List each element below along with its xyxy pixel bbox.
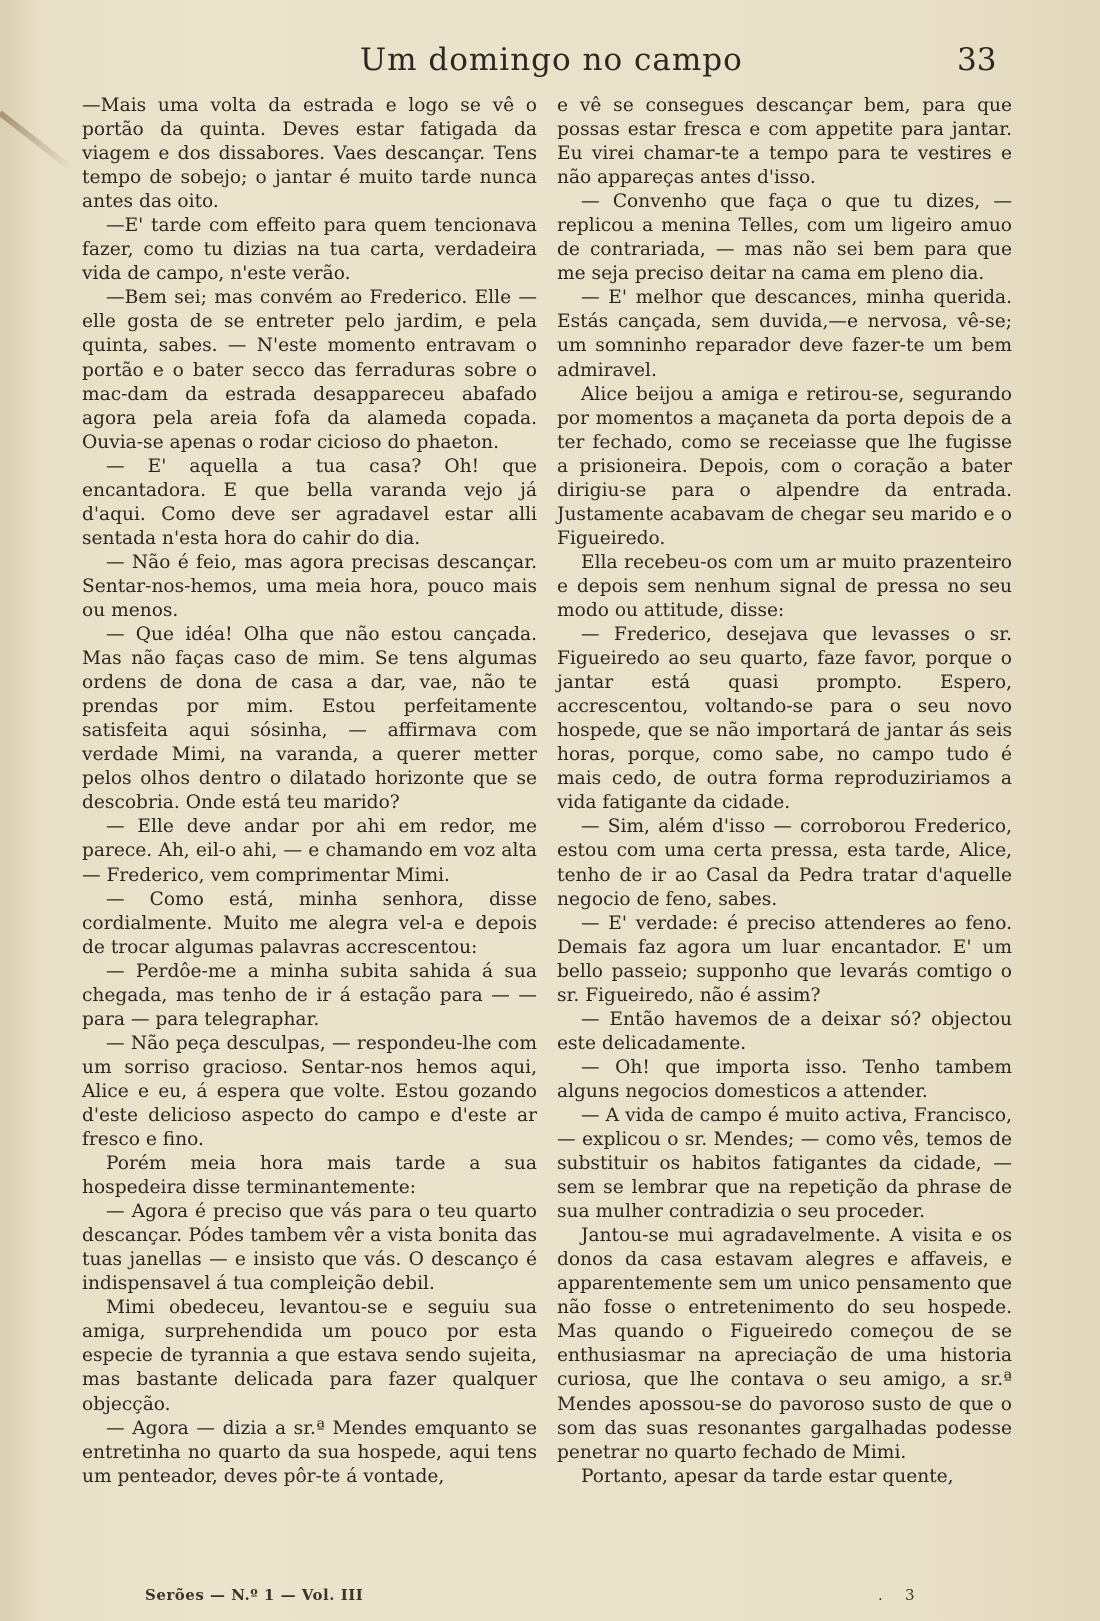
signature-mark: 3 xyxy=(905,1586,915,1604)
paragraph: —Mais uma volta da estrada e logo se vê o portão da quinta. Deves estar fatigada da viagem e dos dissabores. Vaes descançar. Tens tempo de sobejo; o jantar é muito tarde nunca antes das oito. xyxy=(82,95,537,213)
paragraph: — Oh! que importa isso. Tenho tambem alguns negocios domesticos a attender. xyxy=(557,1056,1012,1102)
paragraph: — Agora — dizia a sr.ª Mendes emquanto se entretinha no quarto da sua hospede, aqui tens um penteador, deves pôr-te á vontade, xyxy=(82,1417,537,1487)
paragraph: —E' tarde com effeito para quem tencionava fazer, como tu dizias na tua carta, verdadeira vida de campo, n'este verão. xyxy=(82,215,537,285)
paragraph: — A vida de campo é muito activa, Francisco, — explicou o sr. Mendes; — como vês, temos de substituir os habitos fatigantes da cidade, — sem se lembrar que na repetição da phrase de sua mulher contradizia o seu proceder. xyxy=(557,1104,1012,1223)
paragraph: Alice beijou a amiga e retirou-se, segurando por momentos a maçaneta da porta depois de a ter fechado, como se receiasse que lhe fugisse a prisioneira. Depois, com o coração a bater dirigiu-se para o alpendre da entrada. Justamente acabavam de chegar seu marido e o Figueiredo. xyxy=(557,383,1012,549)
paragraph: — Perdôe-me a minha subita sahida á sua chegada, mas tenho de ir á estação para — — para — para telegraphar. xyxy=(82,960,537,1030)
right-column xyxy=(557,94,1012,1489)
paragraph: Portanto, apesar da tarde estar quente, xyxy=(581,1465,954,1487)
paragraph: — Não peça desculpas, — respondeu-lhe com um sorriso gracioso. Sentar-nos hemos aqui, Alice e eu, á espera que volte. Estou gozando d'este delicioso aspecto do campo e d'este ar fresco e fino. xyxy=(82,1032,537,1151)
paragraph: — Que idéa! Olha que não estou cançada. Mas não faças caso de mim. Se tens algumas ordens de dona de casa a dar, vae, não te prendas por mim. Estou perfeitamente satisfeita aqui sósinha, — affirmava com verdade Mimi, na varanda, a querer metter pelos olhos dentro o dilatado horizonte que se descobria. Onde está teu marido? xyxy=(82,624,537,814)
paragraph: — E' aquella a tua casa? Oh! que encantadora. E que bella varanda vejo já d'aqui. Como deve ser agradavel estar alli sentada n'esta hora do cahir do dia. xyxy=(82,455,537,549)
paragraph: — Frederico, desejava que levasses o sr. Figueiredo ao seu quarto, faze favor, porque o jantar está quasi prompto. Espero, accrescentou, voltando-se para o seu novo hospede, que se não importará de jantar ás seis horas, porque, como sabe, no campo tudo é mais cedo, de outra forma reproduziriamos a vida fatigante da cidade. xyxy=(557,624,1012,814)
paragraph: — E' melhor que descances, minha querida. Estás cançada, sem duvida,—e nervosa, vê-se; um somninho reparador deve fazer-te um bem admiravel. xyxy=(557,287,1012,381)
signature-dot: . xyxy=(878,1586,883,1604)
paragraph: Mimi obedeceu, levantou-se e seguiu sua amiga, surprehendida um pouco por esta especie de tyrannia a que estava sendo sujeita, mas bastante delicada para fazer qualquer objecção. xyxy=(82,1297,537,1415)
left-column xyxy=(82,94,537,1489)
paragraph: e vê se consegues descançar bem, para que possas estar fresca e com appetite para jantar. Eu virei chamar-te a tempo para te vestires e não appareças antes d'isso. xyxy=(557,95,1012,189)
paragraph: — Como está, minha senhora, disse cordialmente. Muito me alegra vel-a e depois de trocar algumas palavras accrescentou: xyxy=(82,888,537,958)
paragraph: — Então havemos de a deixar só? objectou este delicadamente. xyxy=(557,1008,1012,1054)
page-header xyxy=(0,38,1100,98)
paragraph: Jantou-se mui agradavelmente. A visita e os donos da casa estavam alegres e affaveis, e apparentemente sem um unico pensamento que não fosse o entretenimento do seu hospede. Mas quando o Figueiredo começou de se enthusiasmar na apreciação de uma historia curiosa, que lhe contava o seu amigo, a sr.ª Mendes apossou-se do pavoroso susto de que o som das suas resonantes gargalhadas podesse penetrar no quarto fechado de Mimi. xyxy=(557,1225,1012,1463)
paragraph: — Sim, além d'isso — corroborou Frederico, estou com uma certa pressa, esta tarde, Alice, tenho de ir ao Casal da Pedra tratar d'aquelle negocio de feno, sabes. xyxy=(557,816,1012,910)
page-footer xyxy=(0,1586,1100,1610)
paragraph: — Elle deve andar por ahi em redor, me parece. Ah, eil-o ahi, — e chamando em voz alta — Frederico, vem comprimentar Mimi. xyxy=(82,816,537,886)
running-title: Um domingo no campo xyxy=(360,42,743,78)
paragraph: — Não é feio, mas agora precisas descançar. Sentar-nos-hemos, uma meia hora, pouco mais ou menos. xyxy=(82,551,537,621)
page-number: 33 xyxy=(957,42,997,78)
paragraph: Porém meia hora mais tarde a sua hospedeira disse terminantemente: xyxy=(82,1153,537,1199)
signature-line: Serões — N.º 1 — Vol. III xyxy=(145,1586,364,1604)
paragraph: — Agora é preciso que vás para o teu quarto descançar. Pódes tambem vêr a vista bonita das tuas janellas — e insisto que vás. O descanço é indispensavel á tua compleição debil. xyxy=(82,1201,537,1295)
paragraph: —Bem sei; mas convém ao Frederico. Elle — elle gosta de se entreter pelo jardim, e pela quinta, sabes. — N'este momento entravam o portão e o bater secco das ferraduras sobre o mac-dam da estrada desapparecеu abafado agora pela areia fofa da alameda copada. Ouvia-se apenas o rodar cicioso do phaeton. xyxy=(82,287,537,453)
page-crease xyxy=(0,111,73,171)
paragraph: Ella recebeu-os com um ar muito prazenteiro e depois sem nenhum signal de pressa no seu modo ou attitude, disse: xyxy=(557,551,1012,621)
paragraph: — Convenho que faça o que tu dizes, — replicou a menina Telles, com um ligeiro amuo de contrariada, — mas não sei bem para que me seja preciso deitar na cama em pleno dia. xyxy=(557,191,1012,285)
paragraph: — E' verdade: é preciso attenderes ao feno. Demais faz agora um luar encantador. E' um bello passeio; supponho que levarás comtigo o sr. Figueiredo, não é assim? xyxy=(557,912,1012,1006)
